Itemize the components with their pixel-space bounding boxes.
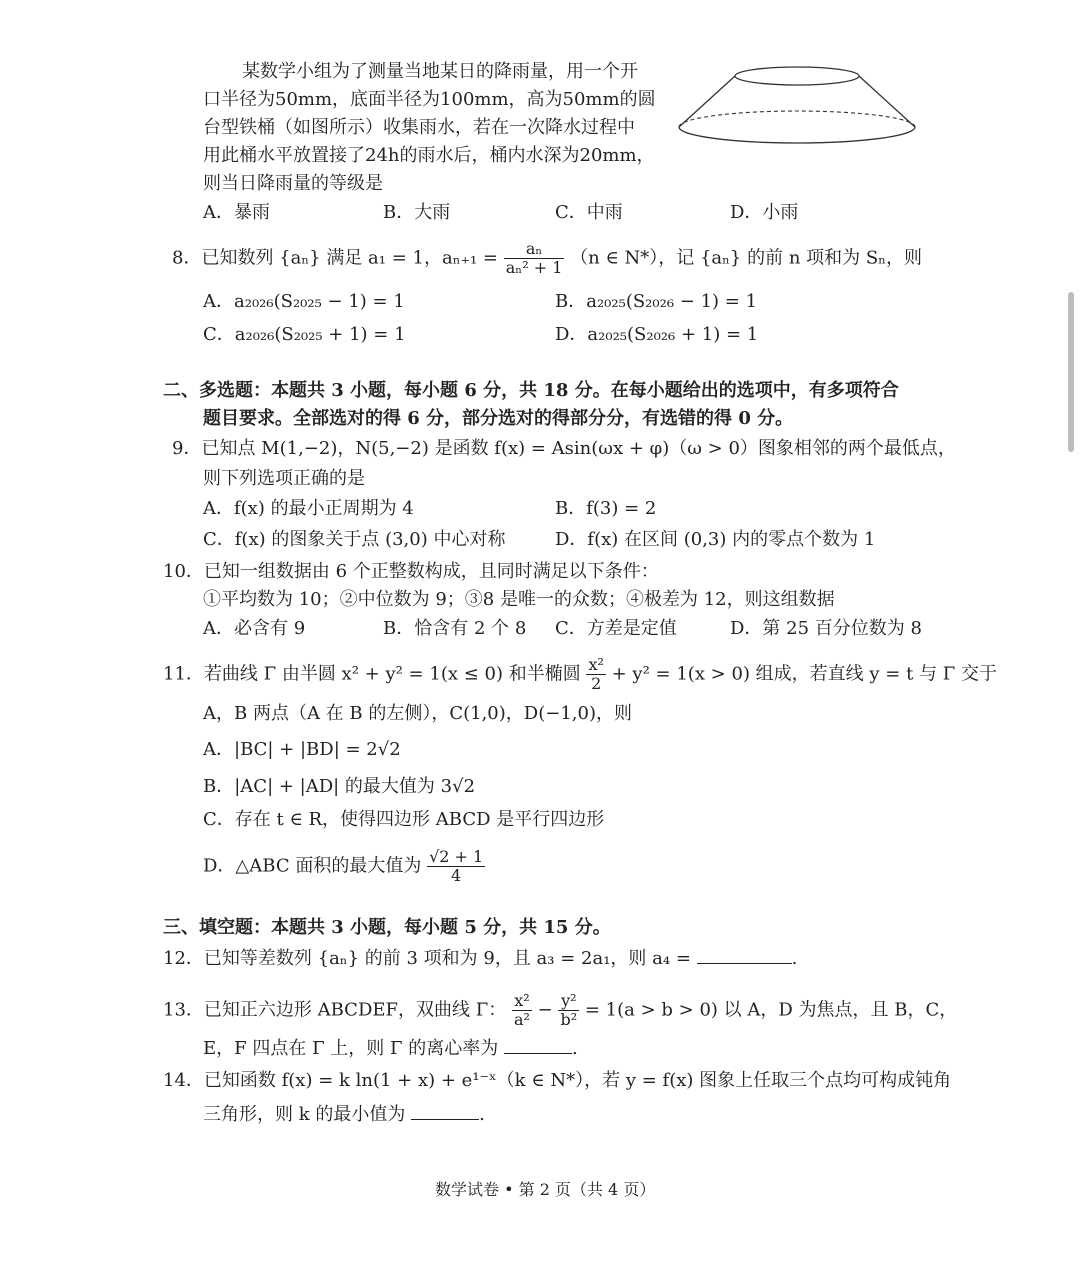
q11-option-a: A．|BC| + |BD| = 2√2 <box>203 739 401 760</box>
q8-frac-den: aₙ² + 1 <box>505 258 563 277</box>
q11-frac-num: x² <box>588 655 604 674</box>
q9-option-b: B．f(3) = 2 <box>555 498 657 519</box>
q10-line-2: ①平均数为 10；②中位数为 9；③8 是唯一的众数；④极差为 12，则这组数据 <box>203 589 835 610</box>
q11-prefix: 11．若曲线 Γ 由半圆 x² + y² = 1(x ≤ 0) 和半椭圆 <box>163 663 581 685</box>
q11-option-d-den: 4 <box>451 866 462 885</box>
q11-line-2: A，B 两点（A 在 B 的左侧），C(1,0)，D(−1,0)，则 <box>203 703 632 724</box>
q11-option-b: B．|AC| + |AD| 的最大值为 3√2 <box>203 776 476 797</box>
q13-minus: − <box>537 999 553 1021</box>
q9-option-c: C．f(x) 的图象关于点 (3,0) 中心对称 <box>203 529 506 550</box>
q7-line-5: 则当日降雨量的等级是 <box>203 173 383 194</box>
q14-answer-blank <box>411 1101 479 1120</box>
q13-answer-blank <box>504 1035 572 1054</box>
q12-text: 12．已知等差数列 {aₙ} 的前 3 项和为 9，且 a₃ = 2a₁，则 a₄ = <box>163 948 691 969</box>
q14-line-1: 14．已知函数 f(x) = k ln(1 + x) + e¹⁻ˣ（k ∈ N*），若 y = f(x) 图象上任取三个点均可构成钝角 <box>163 1070 952 1091</box>
q12-stem <box>163 945 797 973</box>
q8-prefix: 8．已知数列 {aₙ} 满足 a₁ = 1，aₙ₊₁ = <box>172 247 499 269</box>
q11-option-d <box>203 848 485 885</box>
q13-f2-num: y² <box>558 992 579 1011</box>
q12-end: . <box>791 948 798 969</box>
q8-option-a: A．a₂₀₂₆(S₂₀₂₅ − 1) = 1 <box>203 291 405 312</box>
page-footer: 数学试卷 • 第 2 页（共 4 页） <box>435 1180 656 1199</box>
q11-fraction <box>586 656 605 693</box>
q11-frac-den: 2 <box>591 674 602 693</box>
q14-line-2 <box>203 1101 485 1129</box>
q8-suffix: （n ∈ N*），记 {aₙ} 的前 n 项和为 Sₙ，则 <box>570 247 922 269</box>
q7-line-4: 用此桶水平放置接了24h的雨水后，桶内水深为20mm， <box>203 145 655 166</box>
q7-line-3: 台型铁桶（如图所示）收集雨水，若在一次降水过程中 <box>203 117 635 138</box>
section2-heading-line1: 二、多选题：本题共 3 小题，每小题 6 分，共 18 分。在每小题给出的选项中，有多项符合 <box>163 380 899 401</box>
q11-option-d-prefix: D．△ABC 面积的最大值为 <box>203 855 422 877</box>
section2-heading-line2: 题目要求。全部选对的得 6 分，部分选对的得部分分，有选错的得 0 分。 <box>203 408 794 429</box>
q13-f1-den: a² <box>513 1010 530 1029</box>
q13-stem <box>163 992 957 1029</box>
q10-option-c: C．方差是定值 <box>555 618 677 639</box>
q10-option-b: B．恰含有 2 个 8 <box>383 618 527 639</box>
q14-end: . <box>479 1104 485 1125</box>
q8-frac-num: aₙ <box>504 240 565 259</box>
q11-option-c: C．存在 t ∈ R，使得四边形 ABCD 是平行四边形 <box>203 809 605 830</box>
q9-line-2: 则下列选项正确的是 <box>203 468 365 489</box>
q13-f1-num: x² <box>512 992 532 1011</box>
q8-option-b: B．a₂₀₂₅(S₂₀₂₆ − 1) = 1 <box>555 291 758 312</box>
q13-f2-den: b² <box>560 1010 578 1029</box>
q10-option-d: D．第 25 百分位数为 8 <box>730 618 922 639</box>
q7-option-c: C．中雨 <box>555 202 623 223</box>
q7-option-a: A．暴雨 <box>203 202 270 223</box>
frustum-bucket-figure <box>672 62 922 157</box>
q8-stem <box>172 240 922 277</box>
q13-fraction-1 <box>512 992 532 1029</box>
q12-answer-blank <box>697 945 792 964</box>
q7-option-b: B．大雨 <box>383 202 451 223</box>
q7-line-2: 口半径为50mm，底面半径为100mm，高为50mm的圆 <box>203 89 656 110</box>
q10-option-a: A．必含有 9 <box>203 618 306 639</box>
q11-suffix: + y² = 1(x > 0) 组成，若直线 y = t 与 Γ 交于 <box>611 663 997 685</box>
q13-line-2-text: E，F 四点在 Γ 上，则 Γ 的离心率为 <box>203 1038 499 1059</box>
q8-option-c: C．a₂₀₂₆(S₂₀₂₅ + 1) = 1 <box>203 324 406 345</box>
q13-suffix: = 1(a > b > 0) 以 A，D 为焦点，且 B，C， <box>584 999 958 1021</box>
q11-option-d-num: √2 + 1 <box>429 847 484 866</box>
scrollbar-thumb[interactable] <box>1068 292 1074 452</box>
q10-line-1: 10．已知一组数据由 6 个正整数构成，且同时满足以下条件： <box>163 561 659 582</box>
q11-stem <box>163 656 997 693</box>
q8-option-d: D．a₂₀₂₅(S₂₀₂₆ + 1) = 1 <box>555 324 759 345</box>
q14-line-2-text: 三角形，则 k 的最小值为 <box>203 1104 406 1125</box>
q8-fraction <box>504 240 565 277</box>
q9-option-d: D．f(x) 在区间 (0,3) 内的零点个数为 1 <box>555 529 876 550</box>
q9-line-1: 9．已知点 M(1,−2)，N(5,−2) 是函数 f(x) = Asin(ωx + φ)（ω > 0）图象相邻的两个最低点， <box>172 438 956 459</box>
q7-option-d: D．小雨 <box>730 202 799 223</box>
q7-line-1: 某数学小组为了测量当地某日的降雨量，用一个开 <box>242 61 638 82</box>
q9-option-a: A．f(x) 的最小正周期为 4 <box>203 498 414 519</box>
section3-heading: 三、填空题：本题共 3 小题，每小题 5 分，共 15 分。 <box>163 917 611 938</box>
q13-line-2 <box>203 1035 578 1063</box>
q11-option-d-fraction <box>427 848 485 885</box>
q13-end: . <box>571 1038 578 1059</box>
q13-prefix: 13．已知正六边形 ABCDEF，双曲线 Γ： <box>163 999 507 1021</box>
q13-fraction-2 <box>558 992 579 1029</box>
